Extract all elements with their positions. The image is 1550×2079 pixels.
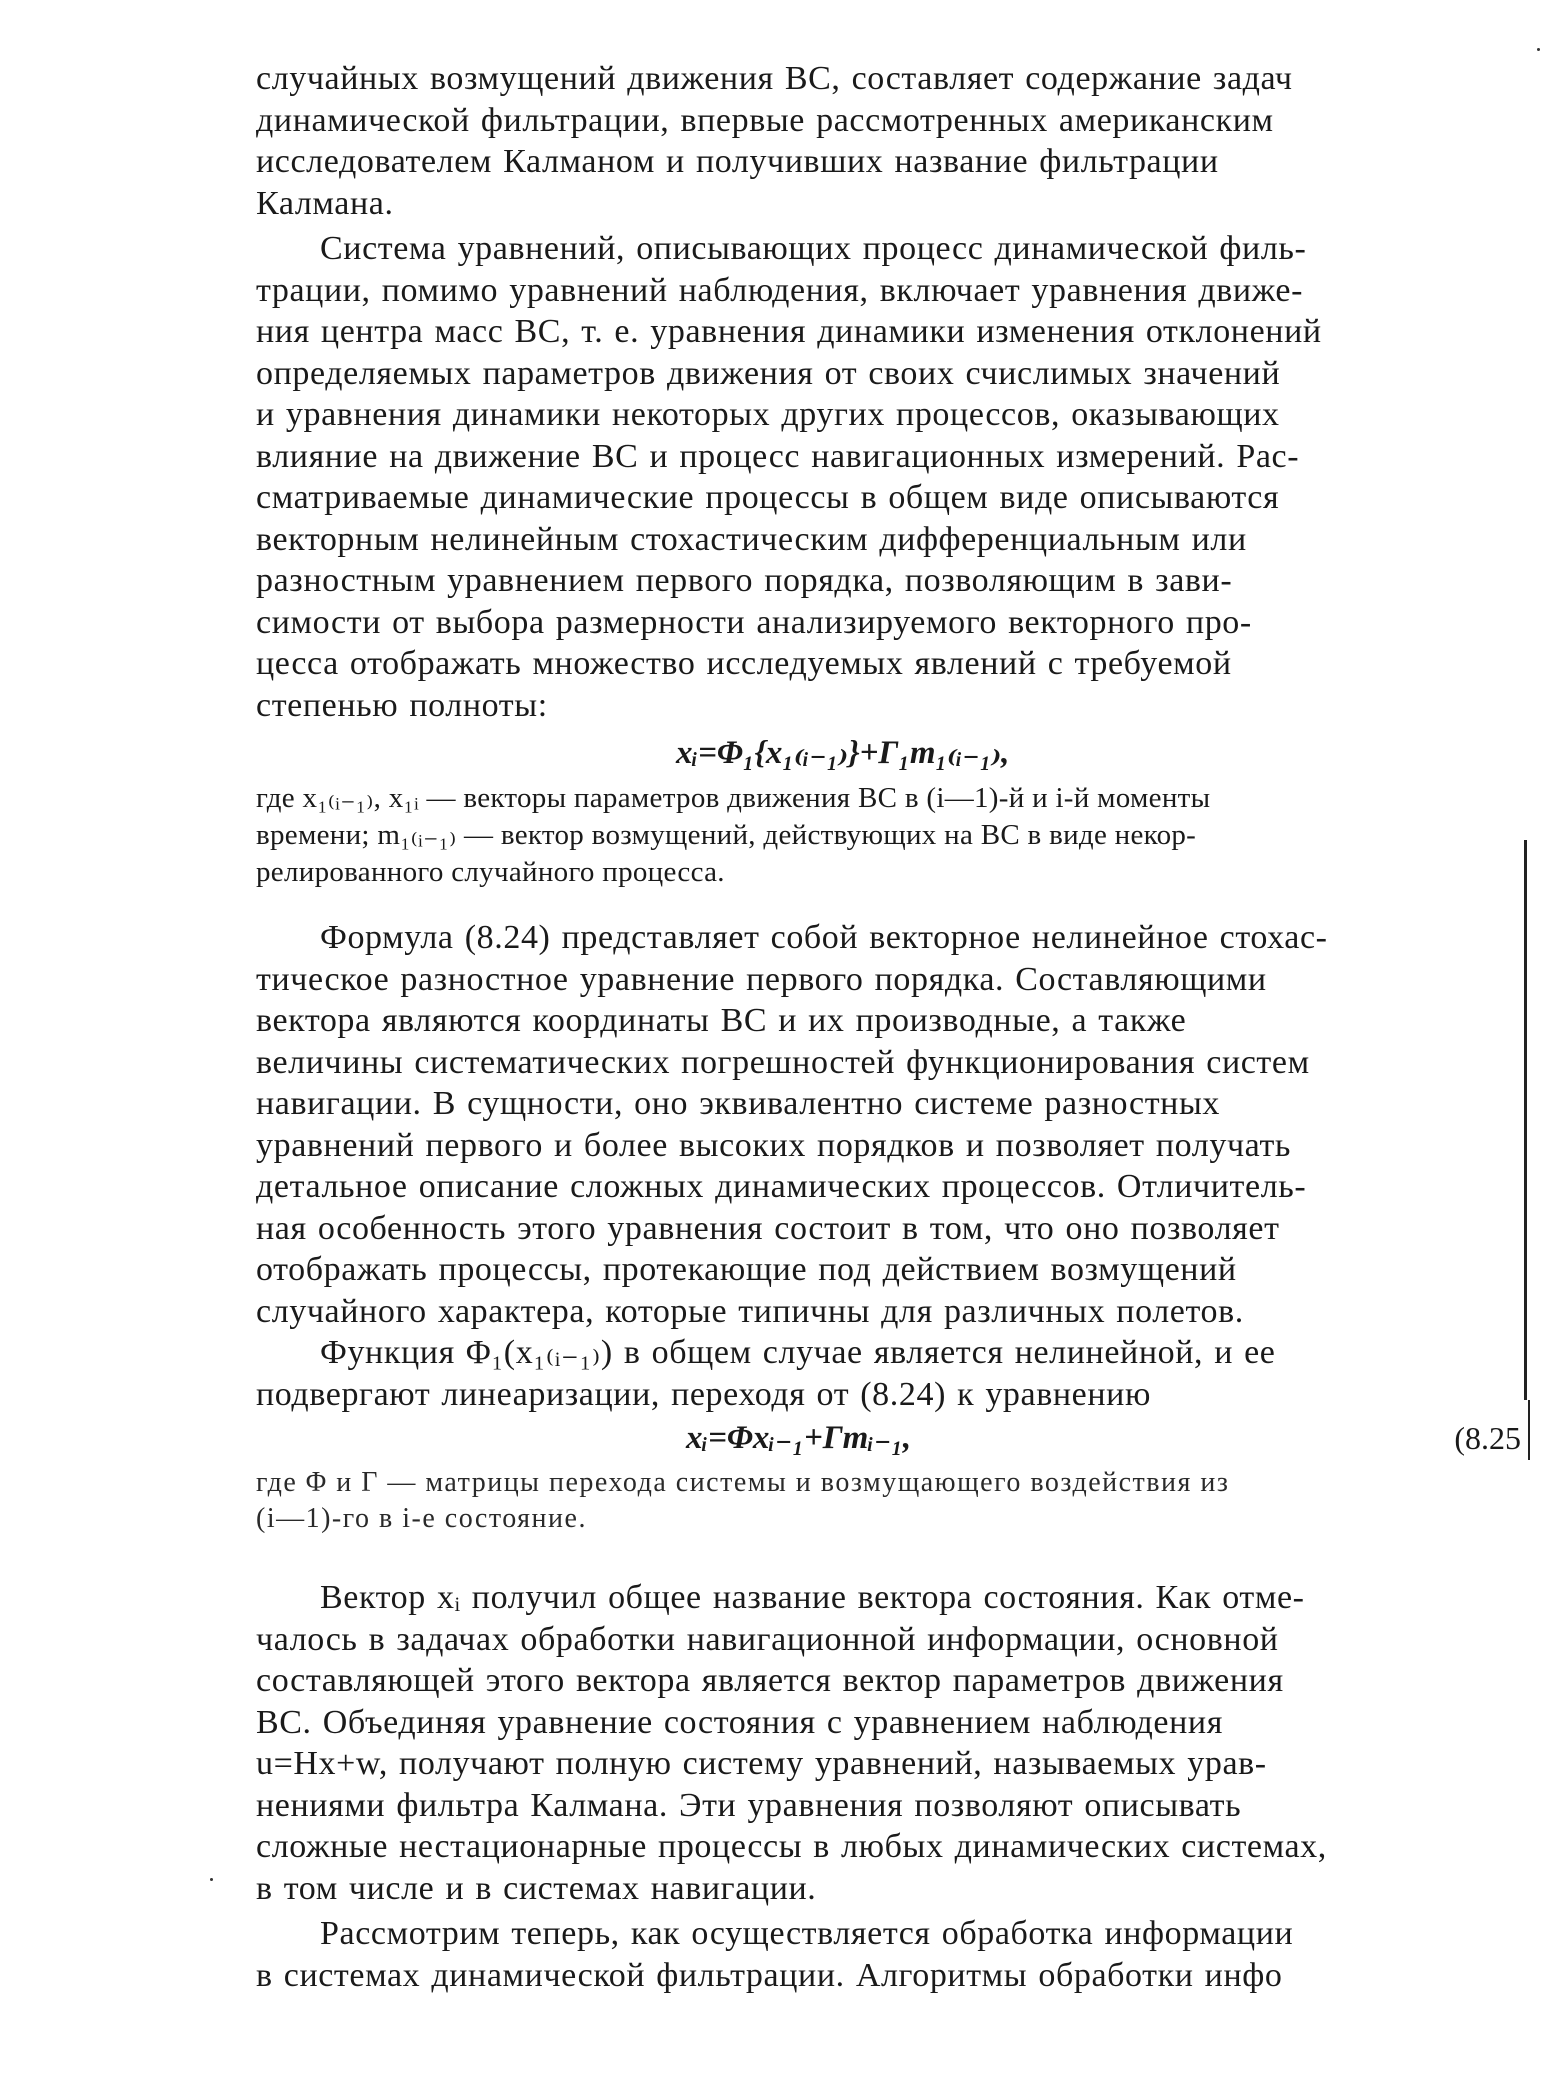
paragraph-2: Система уравнений, описывающих процесс динамической филь- трации, помимо уравнений наблюдения, включает уравнения движе- ния центра масс ВС, т. е. уравнения динамики изменения отклонений определяемых параметров движения от своих счислимых значений и уравнения динамики некоторых других процессов, оказывающих влияние на движение ВС и процесс навигационных измерений. Рас- сматриваемые динамические процессы в общем виде описываются векторным нелинейным стохастическим дифференциальным или разностным уравнением первого порядка, позволяющим в зави- симости от выбора размерности анализируемого векторного про- цесса отображать множество исследуемых явлений с требуемой степенью полноты: (256, 230, 1322, 724)
equation-8-25 (256, 1415, 1531, 1461)
scan-speck (1537, 48, 1540, 51)
paragraph-6: Рассмотрим теперь, как осуществляется обработка информации в системах динамической фильтрации. Алгоритмы обработки инфо (256, 1915, 1294, 1994)
equation-8-24-formula: xᵢ=Φ₁{x₁₍ᵢ₋₁₎}+Γ₁m₁₍ᵢ₋₁₎, (676, 735, 1010, 771)
equation-8-24 (256, 730, 1531, 776)
equation-8-25-note: где Φ и Γ — матрицы перехода системы и возмущающего воздействия из (i—1)-го в i-е состояние. (256, 1467, 1230, 1534)
equation-8-24-note: где x₁₍ᵢ₋₁₎, x₁ᵢ — векторы параметров движения ВС в (i—1)-й и i-й моменты времени; m₁₍ᵢ₋₁₎ — вектор возмущений, действующих на ВС в виде некор- релированного случайного процесса. (256, 782, 1211, 888)
scan-edge-mark (1524, 840, 1527, 1400)
text-page (256, 58, 1531, 1996)
scan-edge-mark (1528, 1400, 1530, 1460)
equation-8-25-formula: xᵢ=Φxᵢ₋₁+Γmᵢ₋₁, (686, 1420, 912, 1456)
equation-8-25-number: (8.25 (1454, 1420, 1521, 1456)
paragraph-3: Формула (8.24) представляет собой векторное нелинейное стохас- тическое разностное уравнение первого порядка. Составляющими вектора являются координаты ВС и их производные, а также величины систематических погрешностей функционирования систем навигации. В сущности, оно эквивалентно системе разностных уравнений первого и более высоких порядков и позволяет получать детальное описание сложных динамических процессов. Отличитель- ная особенность этого уравнения состоит в том, что оно позволяет отображать процессы, протекающие под действием возмущений случайного характера, которые типичны для различных полетов. (256, 919, 1328, 1330)
paragraph-1: случайных возмущений движения ВС, составляет содержание задач динамической фильтрации, впервые рассмотренных американским исследователем Калманом и получивших название фильтрации Калмана. (256, 60, 1293, 222)
paragraph-4: Функция Φ₁(x₁₍ᵢ₋₁₎) в общем случае является нелинейной, и ее подвергают линеаризации, переходя от (8.24) к уравнению (256, 1334, 1276, 1413)
scan-speck (210, 1878, 213, 1881)
paragraph-5: Вектор xᵢ получил общее название вектора состояния. Как отме- чалось в задачах обработки навигационной информации, основной составляющей этого вектора является вектор параметров движения ВС. Объединяя уравнение состояния с уравнением наблюдения u=Hx+w, получают полную систему уравнений, называемых урав- нениями фильтра Калмана. Эти уравнения позволяют описывать сложные нестационарные процессы в любых динамических системах, в том числе и в системах навигации. (256, 1579, 1327, 1907)
